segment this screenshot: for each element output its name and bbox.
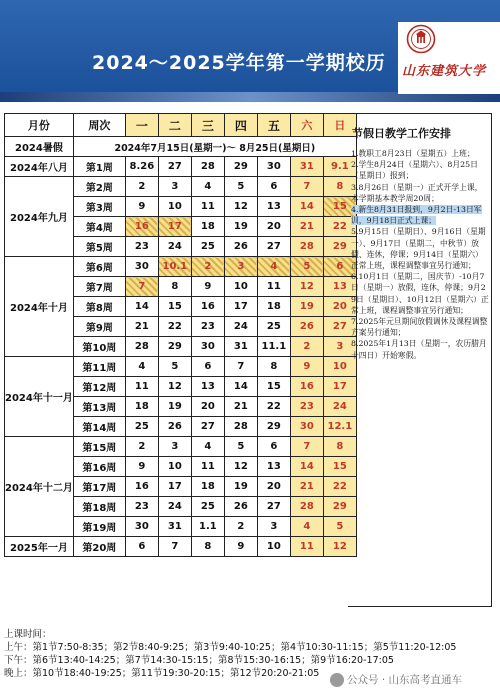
day-cell: 22 (158, 317, 191, 337)
day-cell: 10.1 (158, 257, 191, 277)
day-cell: 9.1 (323, 157, 356, 177)
calendar-week-row (5, 157, 357, 177)
day-cell: 20 (257, 217, 290, 237)
day-cell: 6 (323, 257, 356, 277)
day-cell: 2 (290, 337, 323, 357)
day-cell: 3 (323, 337, 356, 357)
weekday-header-wed: 三 (191, 114, 224, 137)
day-cell: 9 (290, 357, 323, 377)
day-cell: 20 (191, 397, 224, 417)
day-cell: 20 (323, 297, 356, 317)
header-banner (0, 0, 500, 100)
day-cell: 8.26 (125, 157, 158, 177)
day-cell: 5 (323, 517, 356, 537)
day-cell: 28 (290, 237, 323, 257)
week-label: 第19周 (73, 517, 125, 537)
day-cell: 21 (125, 317, 158, 337)
day-cell: 16 (290, 377, 323, 397)
day-cell: 15 (323, 457, 356, 477)
day-cell: 17 (323, 377, 356, 397)
day-cell: 24 (323, 397, 356, 417)
notes-item-text: 7.2025年元旦期间放假调休及课程调整方案另行通知； (351, 317, 488, 338)
day-cell: 29 (323, 237, 356, 257)
day-cell: 23 (125, 497, 158, 517)
notes-item (351, 271, 489, 316)
day-cell: 13 (257, 457, 290, 477)
day-cell: 3 (158, 177, 191, 197)
day-cell: 27 (191, 417, 224, 437)
day-cell: 9 (224, 537, 257, 557)
day-cell: 6 (191, 357, 224, 377)
day-cell: 5 (224, 177, 257, 197)
day-cell: 19 (158, 397, 191, 417)
day-cell: 3 (158, 437, 191, 457)
calendar-week-row (5, 177, 357, 197)
day-cell: 28 (224, 417, 257, 437)
day-cell: 13 (191, 377, 224, 397)
day-cell: 16 (125, 217, 158, 237)
schedule-evening: 晚上：第10节18:40-19:25；第11节19:30-20:15；第12节20:20-21:05 (4, 668, 320, 679)
day-cell: 24 (158, 497, 191, 517)
day-cell: 7 (290, 437, 323, 457)
day-cell: 3 (257, 517, 290, 537)
day-cell: 10 (257, 537, 290, 557)
summer-range: 2024年7月15日(星期一)～ 8月25日(星期日) (73, 137, 356, 157)
day-cell: 11 (257, 277, 290, 297)
day-cell: 8 (158, 277, 191, 297)
notes-item-text: 8.2025年1月13日（星期一，农历腊月十四日）开始寒假。 (351, 339, 487, 360)
day-cell: 6 (125, 537, 158, 557)
weekday-header-mon: 一 (125, 114, 158, 137)
week-label: 第16周 (73, 457, 125, 477)
day-cell: 22 (323, 217, 356, 237)
notes-list (351, 148, 489, 361)
day-cell: 12.1 (323, 417, 356, 437)
day-cell: 31 (158, 517, 191, 537)
day-cell: 21 (290, 477, 323, 497)
notes-item (351, 148, 489, 159)
day-cell: 7 (224, 357, 257, 377)
day-cell: 12 (224, 457, 257, 477)
notes-item-text: 2.学生8月24日（星期六）、8月25日（星期日）报到； (351, 160, 478, 181)
day-cell: 29 (257, 417, 290, 437)
day-cell: 2 (191, 257, 224, 277)
notes-item (351, 159, 489, 181)
day-cell: 24 (224, 317, 257, 337)
day-cell: 9 (191, 277, 224, 297)
day-cell: 29 (323, 497, 356, 517)
week-label: 第12周 (73, 377, 125, 397)
day-cell: 14 (224, 377, 257, 397)
day-cell: 25 (257, 317, 290, 337)
day-cell: 28 (290, 497, 323, 517)
day-cell: 31 (224, 337, 257, 357)
day-cell: 12 (290, 277, 323, 297)
day-cell: 28 (125, 337, 158, 357)
day-cell: 6 (257, 177, 290, 197)
day-cell: 8 (323, 177, 356, 197)
schedule-heading: 上课时间： (4, 629, 52, 640)
notes-title: 节假日教学工作安排 (352, 127, 451, 140)
day-cell: 25 (125, 417, 158, 437)
day-cell: 4 (125, 357, 158, 377)
day-cell: 4 (191, 437, 224, 457)
day-cell: 16 (191, 297, 224, 317)
day-cell: 31 (290, 157, 323, 177)
day-cell: 12 (158, 377, 191, 397)
notes-item-text: 6.10月1日（星期二，国庆节）-10月7日（星期一）放假，连休，停课；9月29日（星期日）、10月12日（星期六）正常上班，课程调整事宜另行通知； (351, 272, 489, 315)
day-cell: 17 (158, 477, 191, 497)
month-label: 2025年一月 (5, 537, 74, 557)
week-label: 第18周 (73, 497, 125, 517)
day-cell: 18 (191, 217, 224, 237)
day-cell: 16 (125, 477, 158, 497)
day-cell: 14 (290, 197, 323, 217)
day-cell: 30 (257, 157, 290, 177)
day-cell: 2 (224, 517, 257, 537)
day-cell: 25 (191, 497, 224, 517)
notes-item-text: 3.8月26日（星期一）正式开学上课，本学期基本教学周20周； (351, 182, 483, 203)
day-cell: 4 (191, 177, 224, 197)
day-cell: 7 (158, 537, 191, 557)
day-cell: 3 (224, 257, 257, 277)
day-cell: 18 (257, 297, 290, 317)
day-cell: 27 (257, 237, 290, 257)
month-label: 2024年十二月 (5, 437, 74, 537)
week-label: 第15周 (73, 437, 125, 457)
calendar-table (4, 113, 357, 557)
page-title: 2024～2025学年第一学期校历 (92, 52, 386, 74)
calendar-week-row (5, 437, 357, 457)
schedule-morning: 上午：第1节7:50-8:35；第2节8:40-9:25；第3节9:40-10:25；第4节10:30-11:15；第5节11:20-12:05 (4, 642, 457, 653)
day-cell: 11 (125, 377, 158, 397)
week-label: 第3周 (73, 197, 125, 217)
day-cell: 29 (158, 337, 191, 357)
day-cell: 30 (290, 417, 323, 437)
day-cell: 5 (290, 257, 323, 277)
day-cell: 14 (290, 457, 323, 477)
day-cell: 8 (323, 437, 356, 457)
day-cell: 15 (323, 197, 356, 217)
month-label: 2024年十一月 (5, 357, 74, 437)
weekday-header-fri: 五 (257, 114, 290, 137)
calendar-week-row (5, 257, 357, 277)
day-cell: 9 (125, 457, 158, 477)
notes-item (351, 226, 489, 271)
day-cell: 30 (125, 517, 158, 537)
day-cell: 30 (125, 257, 158, 277)
week-label: 第7周 (73, 277, 125, 297)
calendar-week-row (5, 537, 357, 557)
seal-icon (406, 24, 436, 54)
day-cell: 29 (224, 157, 257, 177)
notes-item (351, 316, 489, 338)
week-label: 第5周 (73, 237, 125, 257)
notes-item-text: 1.教职工8月23日（星期五）上班； (351, 149, 475, 158)
day-cell: 21 (224, 397, 257, 417)
day-cell: 10 (224, 277, 257, 297)
week-label: 第14周 (73, 417, 125, 437)
month-column-header: 月份 (5, 114, 74, 137)
university-logo (398, 22, 500, 94)
day-cell: 27 (158, 157, 191, 177)
day-cell: 25 (191, 237, 224, 257)
day-cell: 7 (290, 177, 323, 197)
day-cell: 14 (125, 297, 158, 317)
notes-item (351, 182, 489, 204)
weekday-header-sun: 日 (323, 114, 356, 137)
day-cell: 5 (224, 437, 257, 457)
day-cell: 22 (323, 477, 356, 497)
day-cell: 19 (224, 217, 257, 237)
day-cell: 15 (257, 377, 290, 397)
day-cell: 10 (158, 457, 191, 477)
day-cell: 19 (290, 297, 323, 317)
day-cell: 8 (257, 357, 290, 377)
day-cell: 11 (290, 537, 323, 557)
notes-item-text: 4.新生8月31日报到，9月2日-13日军训，9月18日正式上课； (351, 205, 482, 226)
month-label: 2024年十月 (5, 257, 74, 357)
holiday-notes-panel (348, 113, 492, 607)
day-cell: 10 (158, 197, 191, 217)
day-cell: 12 (323, 537, 356, 557)
notes-item (351, 338, 489, 360)
day-cell: 24 (158, 237, 191, 257)
week-label: 第17周 (73, 477, 125, 497)
day-cell: 13 (257, 197, 290, 217)
week-label: 第20周 (73, 537, 125, 557)
day-cell: 17 (158, 217, 191, 237)
notes-item (351, 204, 489, 226)
calendar-header-row (5, 114, 357, 137)
week-label: 第9周 (73, 317, 125, 337)
week-label: 第1周 (73, 157, 125, 177)
weekday-header-thu: 四 (224, 114, 257, 137)
day-cell: 26 (290, 317, 323, 337)
month-label: 2024年八月 (5, 157, 74, 177)
day-cell: 30 (191, 337, 224, 357)
week-label: 第10周 (73, 337, 125, 357)
day-cell: 4 (257, 257, 290, 277)
schedule-afternoon: 下午：第6节13:40-14:25；第7节14:30-15:15；第8节15:30-16:15；第9节16:20-17:05 (4, 655, 394, 666)
day-cell: 10 (323, 357, 356, 377)
day-cell: 27 (323, 317, 356, 337)
week-label: 第4周 (73, 217, 125, 237)
day-cell: 27 (257, 497, 290, 517)
day-cell: 23 (125, 237, 158, 257)
day-cell: 26 (224, 237, 257, 257)
day-cell: 18 (191, 477, 224, 497)
weekday-header-sat: 六 (290, 114, 323, 137)
day-cell: 4 (290, 517, 323, 537)
day-cell: 20 (257, 477, 290, 497)
week-label: 第11周 (73, 357, 125, 377)
logo-text: 山东建筑大学 (402, 64, 487, 79)
day-cell: 28 (191, 157, 224, 177)
calendar-week-row (5, 357, 357, 377)
wechat-icon (330, 673, 344, 687)
week-label: 第8周 (73, 297, 125, 317)
weekday-header-tue: 二 (158, 114, 191, 137)
day-cell: 17 (224, 297, 257, 317)
day-cell: 11.1 (257, 337, 290, 357)
summer-label: 2024暑假 (5, 137, 74, 157)
day-cell: 26 (158, 417, 191, 437)
day-cell: 23 (191, 317, 224, 337)
day-cell: 15 (158, 297, 191, 317)
day-cell: 19 (224, 477, 257, 497)
day-cell: 11 (191, 197, 224, 217)
day-cell: 12 (224, 197, 257, 217)
watermark (330, 672, 462, 687)
summer-row (5, 137, 357, 157)
day-cell: 8 (191, 537, 224, 557)
day-cell: 6 (257, 437, 290, 457)
day-cell: 5 (158, 357, 191, 377)
day-cell: 22 (257, 397, 290, 417)
notes-item-text: 5.9月15日（星期日）、9月16日（星期一）、9月17日（星期二，中秋节）放假、连休，停课；9月14日（星期六）正常上班，课程调整事宜另行通知； (351, 227, 486, 271)
day-cell: 1.1 (191, 517, 224, 537)
day-cell: 23 (290, 397, 323, 417)
day-cell: 2 (125, 177, 158, 197)
day-cell: 7 (125, 277, 158, 297)
day-cell: 9 (125, 197, 158, 217)
day-cell: 2 (125, 437, 158, 457)
week-column-header: 周次 (73, 114, 125, 137)
week-label: 第6周 (73, 257, 125, 277)
week-label: 第2周 (73, 177, 125, 197)
week-label: 第13周 (73, 397, 125, 417)
month-label: 2024年九月 (5, 177, 74, 257)
day-cell: 21 (290, 217, 323, 237)
day-cell: 26 (224, 497, 257, 517)
day-cell: 11 (191, 457, 224, 477)
day-cell: 13 (323, 277, 356, 297)
day-cell: 18 (125, 397, 158, 417)
watermark-text: 公众号 · 山东高考直通车 (347, 674, 463, 686)
